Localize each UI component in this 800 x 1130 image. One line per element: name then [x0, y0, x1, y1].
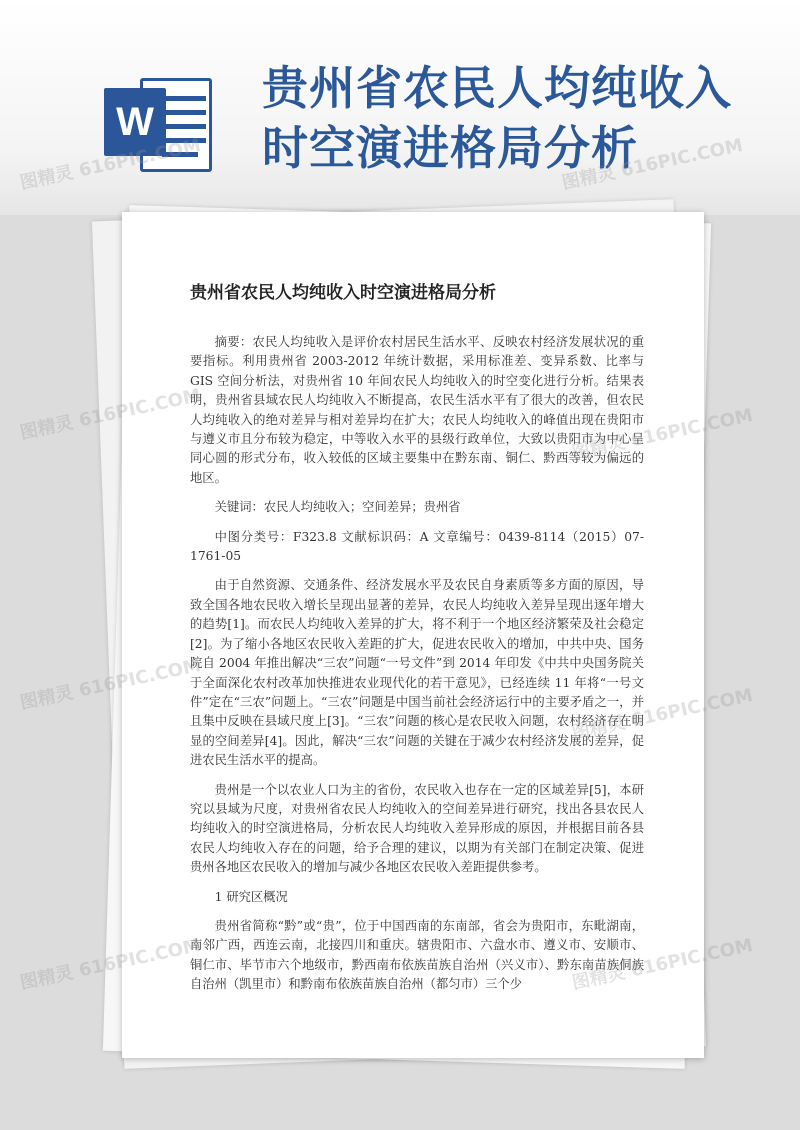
word-document-icon [104, 72, 212, 172]
banner-title-line2: 时空演进格局分析 [262, 121, 638, 175]
watermark-text: 图精灵 616PIC.COM [570, 685, 755, 744]
text-line-shape [162, 96, 206, 101]
body-paragraph: 贵州是一个以农业人口为主的省份，农民收入也存在一定的区域差异[5]，本研究以县域为尺度，对贵州省农民人均纯收入的空间差异进行研究，找出各县农民人均纯收入的时空演进格局，分析农民人均纯收入差异形成的原因，并根据目前各县农民人均纯收入存在的问题，给予合理的建议，以期为有关部门在制定决策、促进贵州各地区农民收入的增加与减少各地区农民收入差距提供参考。 [190, 782, 644, 875]
text-line-shape [162, 124, 206, 129]
body-paragraph: 贵州省简称“黔”或“贵”，位于中国西南的东南部，省会为贵阳市，东毗湖南，南邻广西，西连云南，北接四川和重庆。辖贵阳市、六盘水市、遵义市、安顺市、铜仁市、毕节市六个地级市，黔西南布依族苗族自治州（兴义市）、黔东南苗族侗族自治州（凯里市）和黔南布依族苗族自治州（都匀市）三个少 [190, 918, 644, 992]
classification-line: 中图分类号：F323.8 文献标识码：A 文章编号：0439-8114（2015）07-1761-05 [190, 529, 644, 564]
watermark-text: 图精灵 616PIC.COM [18, 135, 203, 194]
header-banner [0, 0, 800, 215]
watermark-text: 图精灵 616PIC.COM [18, 935, 203, 994]
document-page [122, 212, 704, 1058]
text-line-shape [162, 138, 206, 143]
watermark-text: 图精灵 616PIC.COM [570, 935, 755, 994]
watermark-text: 图精灵 616PIC.COM [570, 405, 755, 464]
section-heading: 1 研究区概况 [214, 889, 288, 904]
watermark-text: 图精灵 616PIC.COM [560, 135, 745, 194]
body-paragraph: 由于自然资源、交通条件、经济发展水平及农民自身素质等多方面的原因，导致全国各地农民收入增长呈现出显著的差异，农民人均纯收入差异呈现出逐年增大的趋势[1]。而农民人均纯收入差异的扩大，将不利于一个地区经济繁荣及社会稳定[2]。为了缩小各地区农民收入差距的扩大，促进农民收入的增加，中共中央、国务院自 2004 年推出解决“三农”问题“一号文件”到 2014 年印发《中共中央国务院关于全面深化农村改革加快推进农业现代化的若干意见》，已经连续 11 年将“一号文件”定在“三农”问题上。“三农”问题是中国当前社会经济运行中的主要矛盾之一，并且集中反映在县域尺度上[3]。“三农”问题的核心是农民收入问题，农村经济存在明显的空间差异[4]。因此，解决“三农”问题的关键在于减少农村经济发展的差异，促进农民生活水平的提高。 [190, 578, 644, 768]
banner-title-line1: 贵州省农民人均纯收入 [262, 61, 732, 115]
watermark-text: 图精灵 616PIC.COM [18, 655, 203, 714]
document-title: 贵州省农民人均纯收入时空演进格局分析 [190, 283, 496, 303]
abstract-paragraph: 摘要：农民人均纯收入是评价农村居民生活水平、反映农村经济发展状况的重要指标。利用贵州省 2003-2012 年统计数据，采用标准差、变异系数、比率与 GIS 空间分析法，对贵州省 10 年间农民人均纯收入的时空变化进行分析。结果表明，贵州省县域农民人均纯收入不断提高，农民生活水平有了很大的改善，但农民人均纯收入的绝对差异与相对差异均在扩大；农民人均纯收入的峰值出现在贵阳市与遵义市且分布较为稳定，中等收入水平的县级行政单位，大致以贵阳市为中心呈同心圆的形式分布，收入较低的区域主要集中在黔东南、铜仁、黔西等较为偏远的地区。 [190, 335, 644, 485]
watermark-text: 图精灵 616PIC.COM [18, 385, 203, 444]
keywords-line: 关键词：农民人均纯收入；空间差异；贵州省 [214, 500, 461, 515]
text-line-shape [162, 110, 206, 115]
text-line-shape [162, 152, 198, 157]
banner-title [262, 58, 782, 178]
word-logo-letter: W [104, 88, 166, 156]
